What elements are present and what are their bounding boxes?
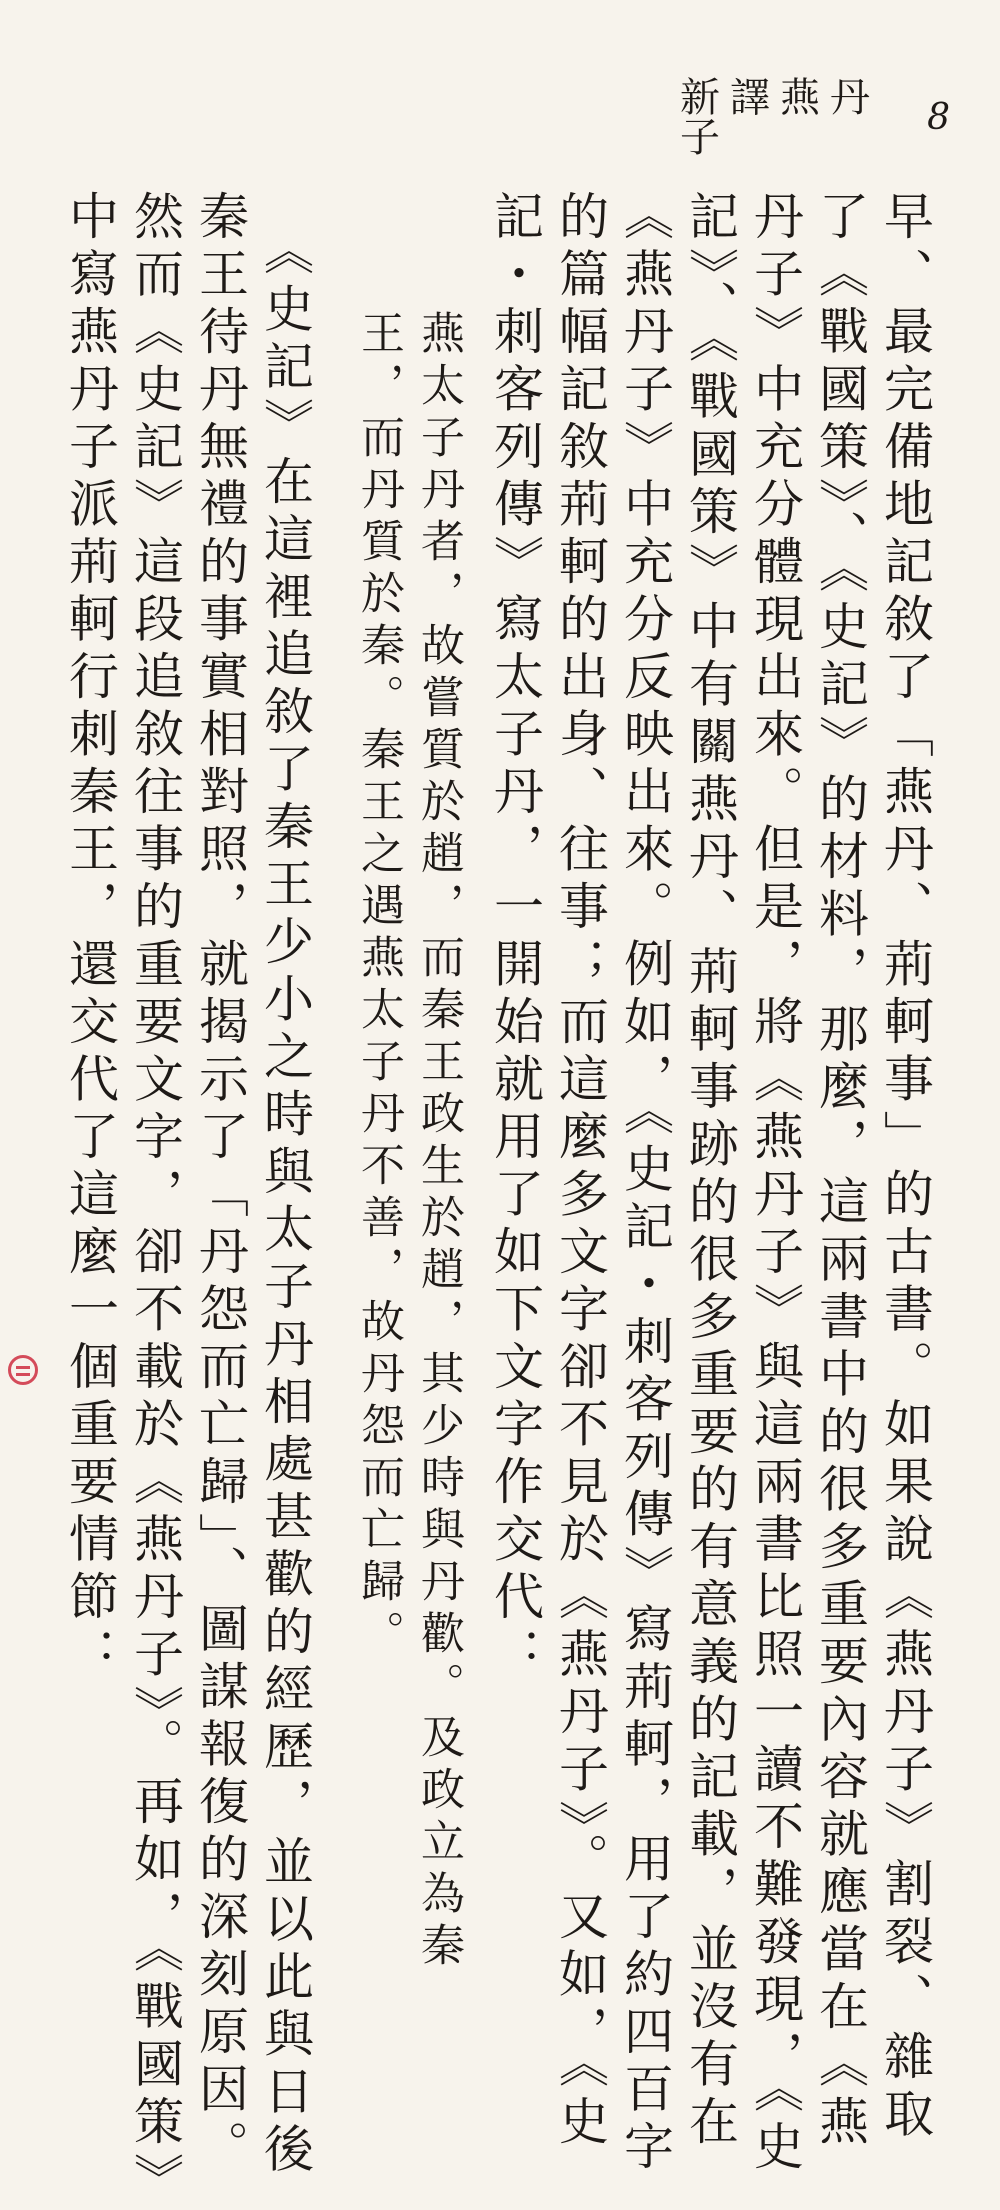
text-column-3: 丹子》中充分體現出來。但是，將《燕丹子》與這兩書比照一讀不難發現，《史 [746, 190, 804, 2178]
text-column-1: 早、最完備地記敘了「燕丹、荊軻事」的古書。如果說《燕丹子》割裂、雜取 [876, 190, 934, 2145]
red-stamp-icon [8, 1355, 38, 1385]
book-title: 新譯燕丹子 [680, 75, 880, 161]
text-column-10: 然而《史記》這段追敘往事的重要文字，卻不載於《燕丹子》。再如，《戰國策》 [126, 190, 184, 2210]
text-column-8: 《史記》在這裡追敘了秦王少小之時與太子丹相處甚歡的經歷，並以此與日後 [256, 225, 314, 2180]
text-column-11: 中寫燕丹子派荊軻行刺秦王，還交代了這麼一個重要情節： [61, 190, 119, 1685]
text-column-9: 秦王待丹無禮的事實相對照，就揭示了「丹怨而亡歸」、圖謀報復的深刻原因。 [191, 190, 249, 2178]
text-column-5: 《燕丹子》中充分反映出來。例如，《史記・刺客列傳》寫荊軻，用了約四百字 [616, 190, 674, 2178]
text-column-7: 記・刺客列傳》寫太子丹，一開始就用了如下文字作交代： [486, 190, 544, 1685]
running-header [680, 75, 950, 161]
text-column-6: 的篇幅記敘荊軻的出身、往事；而這麼多文字卻不見於《燕丹子》。又如，《史 [551, 190, 609, 2153]
text-column-2: 了《戰國策》、《史記》的材料，那麼，這兩書中的很多重要內容就應當在《燕 [811, 190, 869, 2153]
quote-column-1: 燕太子丹者，故嘗質於趙，而秦王政生於趙，其少時與丹歡。及政立為秦 [413, 310, 464, 1974]
text-column-4: 記》、《戰國策》中有關燕丹、荊軻事跡的很多重要的有意義的記載，並沒有在 [681, 190, 739, 2153]
quote-column-2: 王，而丹質於秦。秦王之遇燕太子丹不善，故丹怨而亡歸。 [353, 310, 404, 1662]
page-number: 8 [927, 97, 950, 138]
